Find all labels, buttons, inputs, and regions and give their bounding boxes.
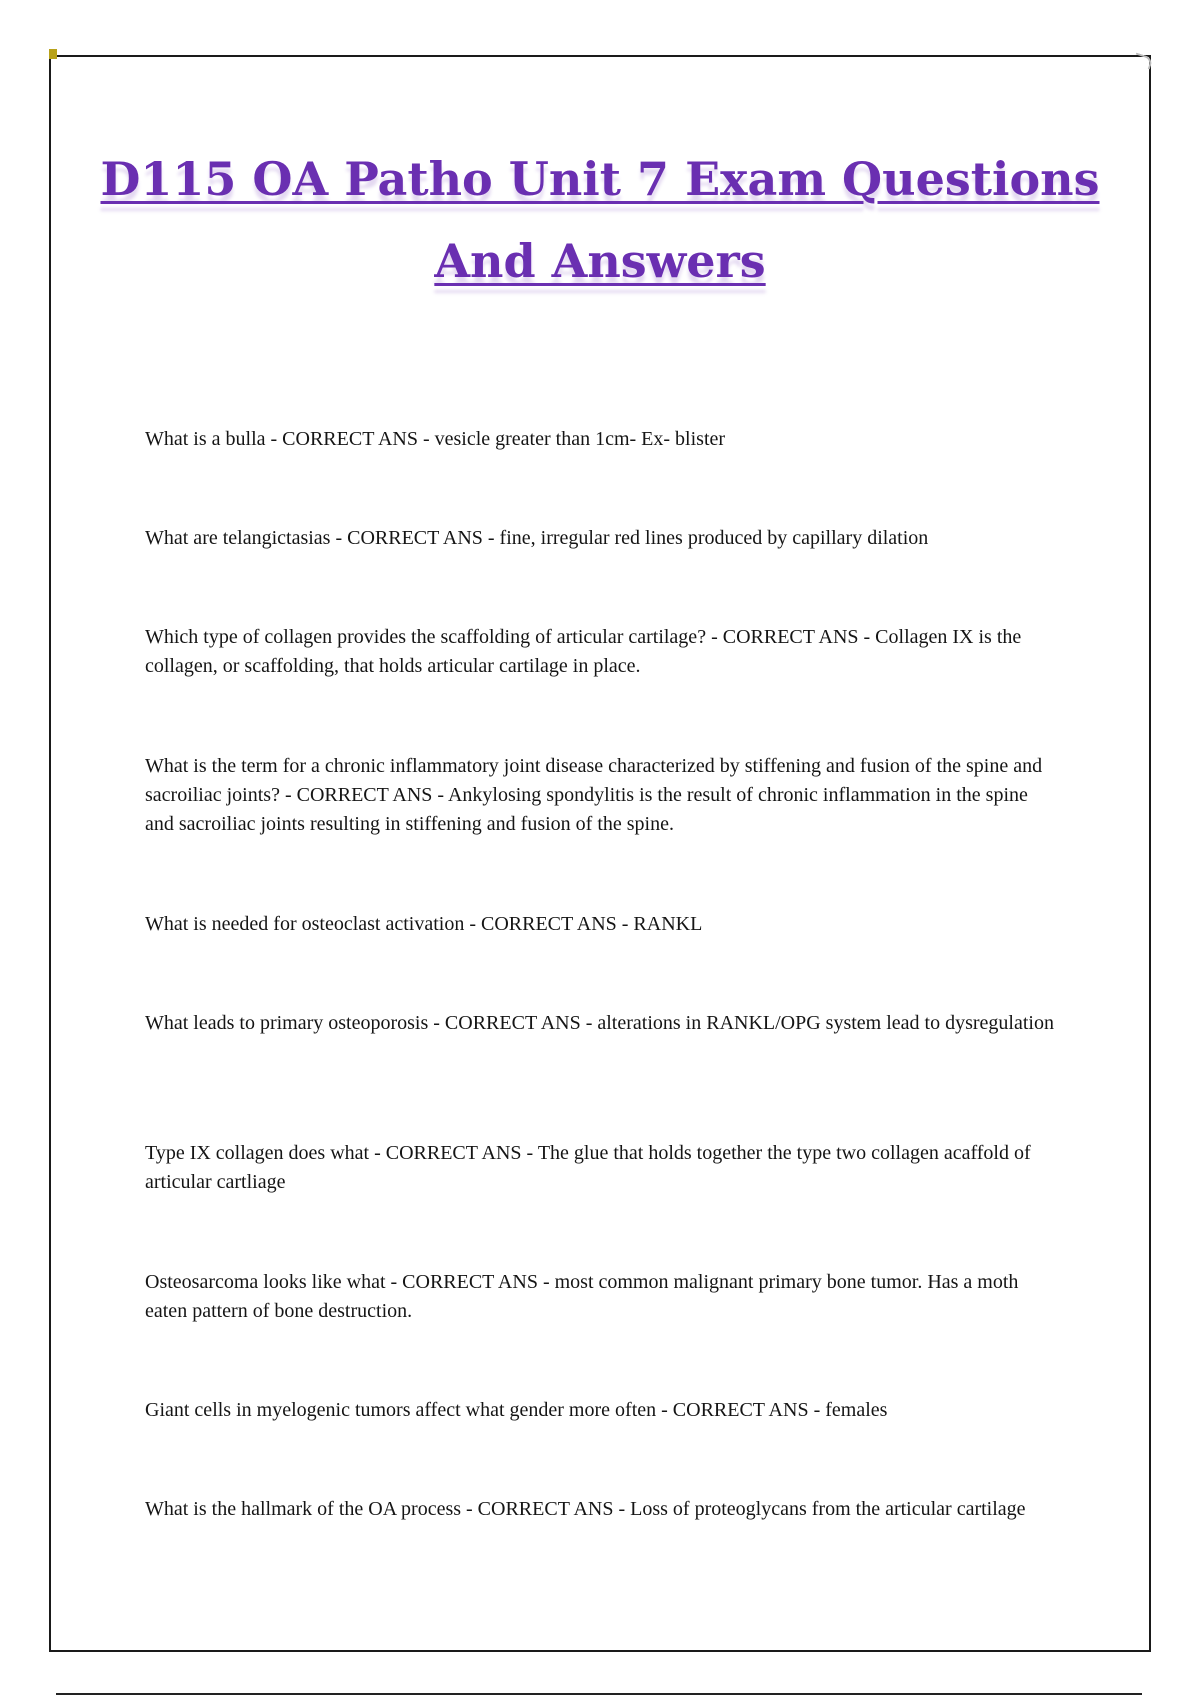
- footer-divider: [56, 1693, 1142, 1695]
- qa-text: Which type of collagen provides the scaffolding of articular cartilage? - CORRECT ANS - Collagen IX is the collagen, or scaffolding, that holds articular cartilage in place.: [145, 626, 1022, 677]
- qa-item-7: [145, 1139, 1055, 1197]
- qa-item-1: [145, 425, 1055, 454]
- qa-item-10: [145, 1495, 1055, 1524]
- qa-item-6: [145, 1009, 1055, 1038]
- qa-text: Type IX collagen does what - CORRECT ANS - The glue that holds together the type two collagen acaffold of articular cartliage: [145, 1142, 1031, 1193]
- qa-text: What is needed for osteoclast activation - CORRECT ANS - RANKL: [145, 913, 703, 935]
- qa-item-9: [145, 1396, 1055, 1425]
- qa-item-5: [145, 910, 1055, 939]
- qa-text: What are telangictasias - CORRECT ANS - fine, irregular red lines produced by capillary dilation: [145, 527, 929, 549]
- qa-item-8: [145, 1268, 1055, 1326]
- title-line-2: [100, 220, 1100, 302]
- document-title: [100, 138, 1100, 302]
- qa-text: Osteosarcoma looks like what - CORRECT ANS - most common malignant primary bone tumor. Has a moth eaten pattern of bone destruction.: [145, 1271, 1019, 1322]
- title-line-2-text: And Answers: [434, 234, 766, 288]
- qa-text: Giant cells in myelogenic tumors affect what gender more often - CORRECT ANS - females: [145, 1399, 888, 1421]
- qa-text: What leads to primary osteoporosis - CORRECT ANS - alterations in RANKL/OPG system lead to dysregulation: [145, 1012, 1054, 1034]
- qa-text: What is a bulla - CORRECT ANS - vesicle greater than 1cm- Ex- blister: [145, 428, 726, 450]
- title-line-1-text: D115 OA Patho Unit 7 Exam Questions: [100, 152, 1100, 206]
- qa-text: What is the term for a chronic inflammatory joint disease characterized by stiffening and fusion of the spine and sacroiliac joints? - CORRECT ANS - Ankylosing spondylitis is the result of chronic inflammation in the spine and sacroiliac joints resulting in stiffening and fusion of the spine.: [145, 755, 1043, 835]
- title-line-1: [100, 138, 1100, 220]
- corner-marker-icon: [49, 49, 57, 59]
- qa-text: What is the hallmark of the OA process - CORRECT ANS - Loss of proteoglycans from the articular cartilage: [145, 1498, 1026, 1520]
- qa-item-2: [145, 524, 1055, 553]
- qa-item-4: [145, 752, 1055, 839]
- qa-item-3: [145, 623, 1055, 681]
